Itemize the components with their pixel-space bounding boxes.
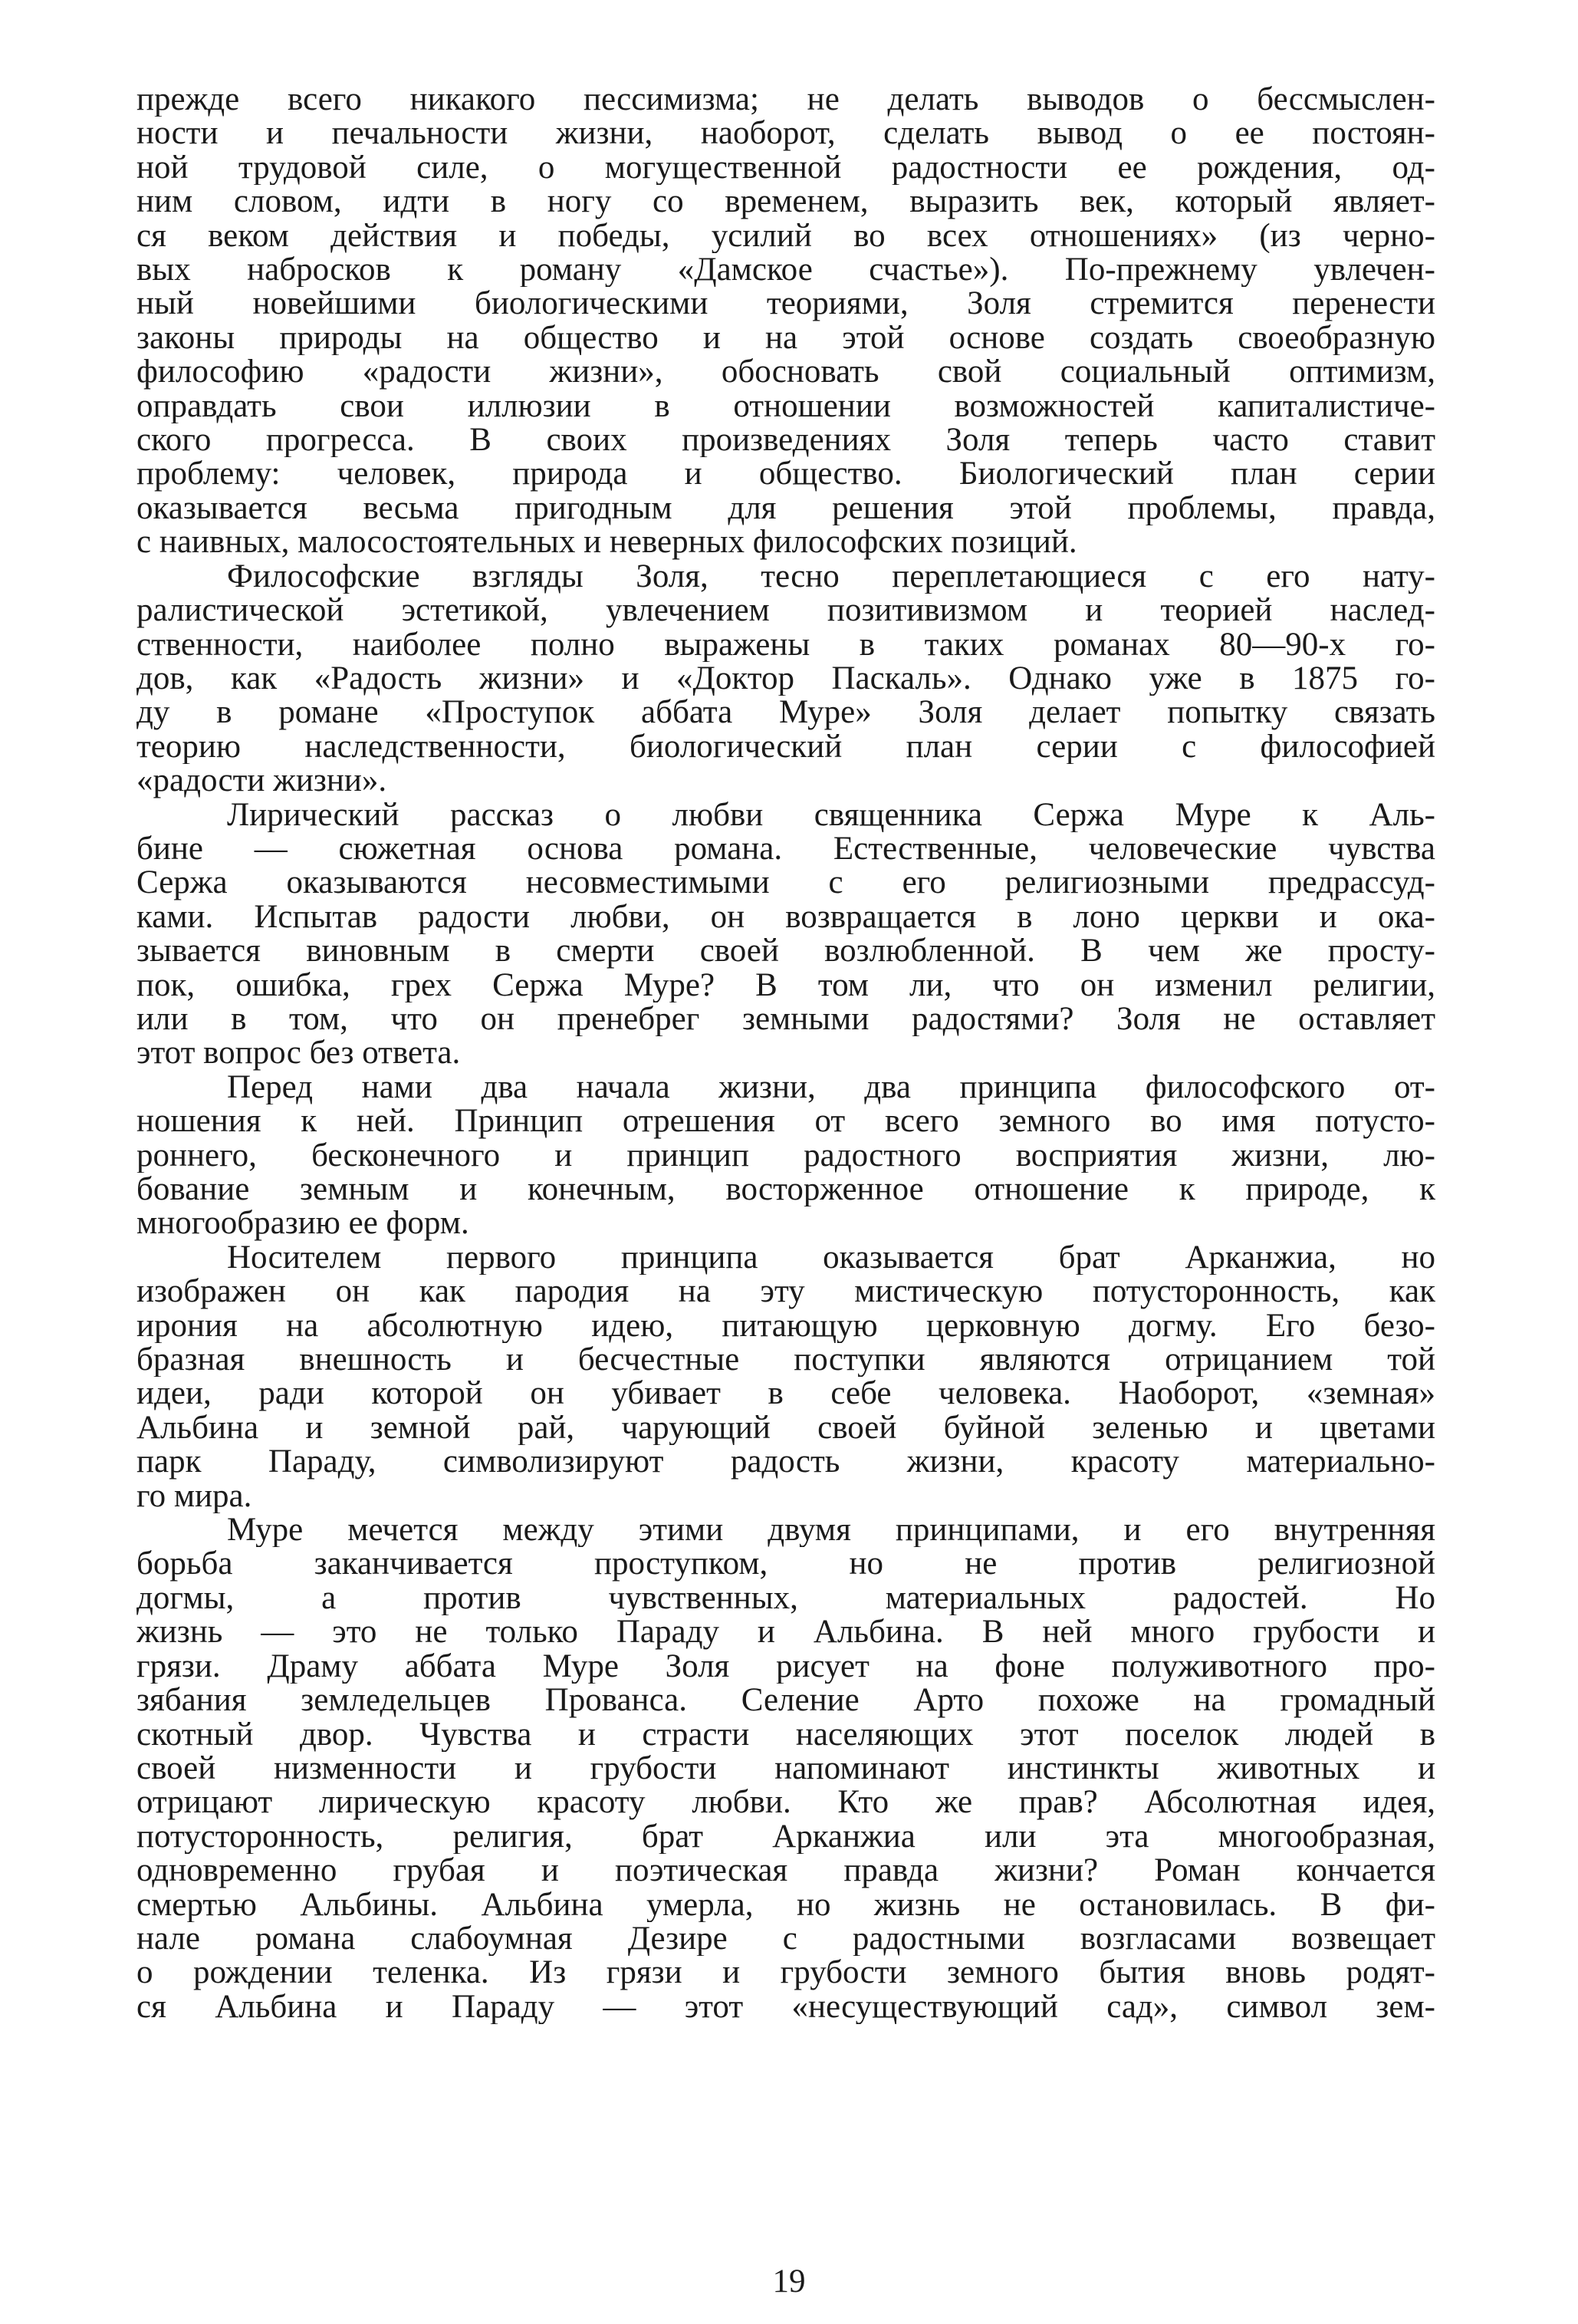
text-line: философию «радости жизни», обосновать свой социальный оптимизм, (136, 355, 1435, 390)
text-line: дов, как «Радость жизни» и «Доктор Паскаль». Однако уже в 1875 го- (136, 661, 1435, 696)
text-line: Философские взгляды Золя, тесно переплетающиеся с его нату- (227, 559, 1435, 594)
text-line: оказывается весьма пригодным для решения этой проблемы, правда, (136, 491, 1435, 526)
text-line: зывается виновным в смерти своей возлюбленной. В чем же просту- (136, 934, 1435, 969)
text-line: жизнь — это не только Параду и Альбина. В ней много грубости и (136, 1615, 1435, 1650)
text-line: Носителем первого принципа оказывается брат Арканжиа, но (227, 1240, 1435, 1276)
text-line: ирония на абсолютную идею, питающую церковную догму. Его безо- (136, 1308, 1435, 1344)
text-line: с наивных, малосостоятельных и неверных философских позиций. (136, 525, 1077, 560)
text-line: о рождении теленка. Из грязи и грубости земного бытия вновь родят- (136, 1956, 1435, 1990)
text-line: Сержа оказываются несовместимыми с его религиозными предрассуд- (136, 866, 1435, 900)
text-line: ду в романе «Проступок аббата Муре» Золя делает попытку связать (136, 696, 1435, 730)
text-line: ралистической эстетикой, увлечением позитивизмом и теорией наслед- (136, 594, 1435, 628)
page-number: 19 (772, 2263, 806, 2299)
text-line: ной трудовой силе, о могущественной радостности ее рождения, од- (136, 150, 1435, 186)
text-line: Альбина и земной рай, чарующий своей буйной зеленью и цветами (136, 1411, 1435, 1446)
text-line: отрицают лирическую красоту любви. Кто же прав? Абсолютная идея, (136, 1786, 1435, 1820)
text-line: многообразию ее форм. (136, 1206, 469, 1241)
text-line: ним словом, идти в ногу со временем, выразить век, который являет- (136, 185, 1435, 219)
text-line: ского прогресса. В своих произведениях Золя теперь часто ставит (136, 423, 1435, 458)
text-line: Лирический рассказ о любви священника Сержа Муре к Аль- (227, 798, 1435, 832)
text-line: теорию наследственности, биологический план серии с философией (136, 729, 1435, 765)
text-line: прежде всего никакого пессимизма; не делать выводов о бессмыслен- (136, 83, 1435, 117)
paragraph (136, 1513, 1435, 2024)
paragraph (136, 560, 1435, 798)
text-line: зябания земледельцев Прованса. Селение Арто похоже на громадный (136, 1684, 1435, 1718)
text-line: идеи, ради которой он убивает в себе человека. Наоборот, «земная» (136, 1377, 1435, 1411)
text-line: вых набросков к роману «Дамское счастье»). По-прежнему увлечен- (136, 253, 1435, 288)
text-line: грязи. Драму аббата Муре Золя рисует на фоне полуживотного про- (136, 1649, 1435, 1684)
text-line: ственности, наиболее полно выражены в таких романах 80—90-х го- (136, 627, 1435, 662)
text-line: ности и печальности жизни, наоборот, сделать вывод о ее постоян- (136, 117, 1435, 151)
text-line: потусторонность, религия, брат Арканжиа или эта многообразная, (136, 1819, 1435, 1855)
text-line: оправдать свои иллюзии в отношении возможностей капиталистиче- (136, 389, 1435, 424)
paragraph (136, 83, 1435, 560)
page-body (136, 83, 1435, 2024)
text-line: пок, ошибка, грех Сержа Муре? В том ли, что он изменил религии, (136, 968, 1435, 1002)
text-line: ками. Испытав радости любви, он возвращается в лоно церкви и ока- (136, 900, 1435, 935)
text-line: ный новейшими биологическими теориями, Золя стремится перенести (136, 287, 1435, 321)
text-line: бразная внешность и бесчестные поступки являются отрицанием той (136, 1343, 1435, 1378)
text-line: законы природы на общество и на этой основе создать своеобразную (136, 321, 1435, 356)
text-line: нале романа слабоумная Дезире с радостными возгласами возвещает (136, 1921, 1435, 1957)
text-line: бование земным и конечным, восторженное отношение к природе, к (136, 1173, 1435, 1207)
text-line: го мира. (136, 1479, 252, 1514)
text-line: скотный двор. Чувства и страсти населяющих этот поселок людей в (136, 1717, 1435, 1752)
paragraph (136, 798, 1435, 1071)
text-line: бине — сюжетная основа романа. Естественные, человеческие чувства (136, 831, 1435, 867)
text-line: проблему: человек, природа и общество. Биологический план серии (136, 457, 1435, 492)
text-line: или в том, что он пренебрег земными радостями? Золя не оставляет (136, 1002, 1435, 1037)
text-line: Муре мечется между этими двумя принципами, и его внутренняя (227, 1513, 1435, 1548)
text-line: «радости жизни». (136, 764, 387, 798)
text-line: догмы, а против чувственных, материальных радостей. Но (136, 1581, 1435, 1616)
text-line: ся Альбина и Параду — этот «несуществующий сад», символ зем- (136, 1990, 1435, 2025)
text-line: парк Параду, символизируют радость жизни, красоту материально- (136, 1445, 1435, 1480)
text-line: этот вопрос без ответа. (136, 1036, 461, 1071)
text-line: своей низменности и грубости напоминают инстинкты животных и (136, 1751, 1435, 1786)
text-line: одновременно грубая и поэтическая правда жизни? Роман кончается (136, 1854, 1435, 1888)
paragraph (136, 1071, 1435, 1241)
text-line: роннего, бесконечного и принцип радостного восприятия жизни, лю- (136, 1138, 1435, 1173)
paragraph (136, 1241, 1435, 1513)
text-line: ношения к ней. Принцип отрешения от всего земного во имя потусто- (136, 1104, 1435, 1139)
text-line: смертью Альбины. Альбина умерла, но жизнь не остановилась. В фи- (136, 1888, 1435, 1922)
text-line: Перед нами два начала жизни, два принципа философского от- (227, 1070, 1435, 1105)
text-line: борьба заканчивается проступком, но не против религиозной (136, 1547, 1435, 1582)
text-line: изображен он как пародия на эту мистическую потусторонность, как (136, 1275, 1435, 1309)
text-line: ся веком действия и победы, усилий во всех отношениях» (из черно- (136, 219, 1435, 254)
